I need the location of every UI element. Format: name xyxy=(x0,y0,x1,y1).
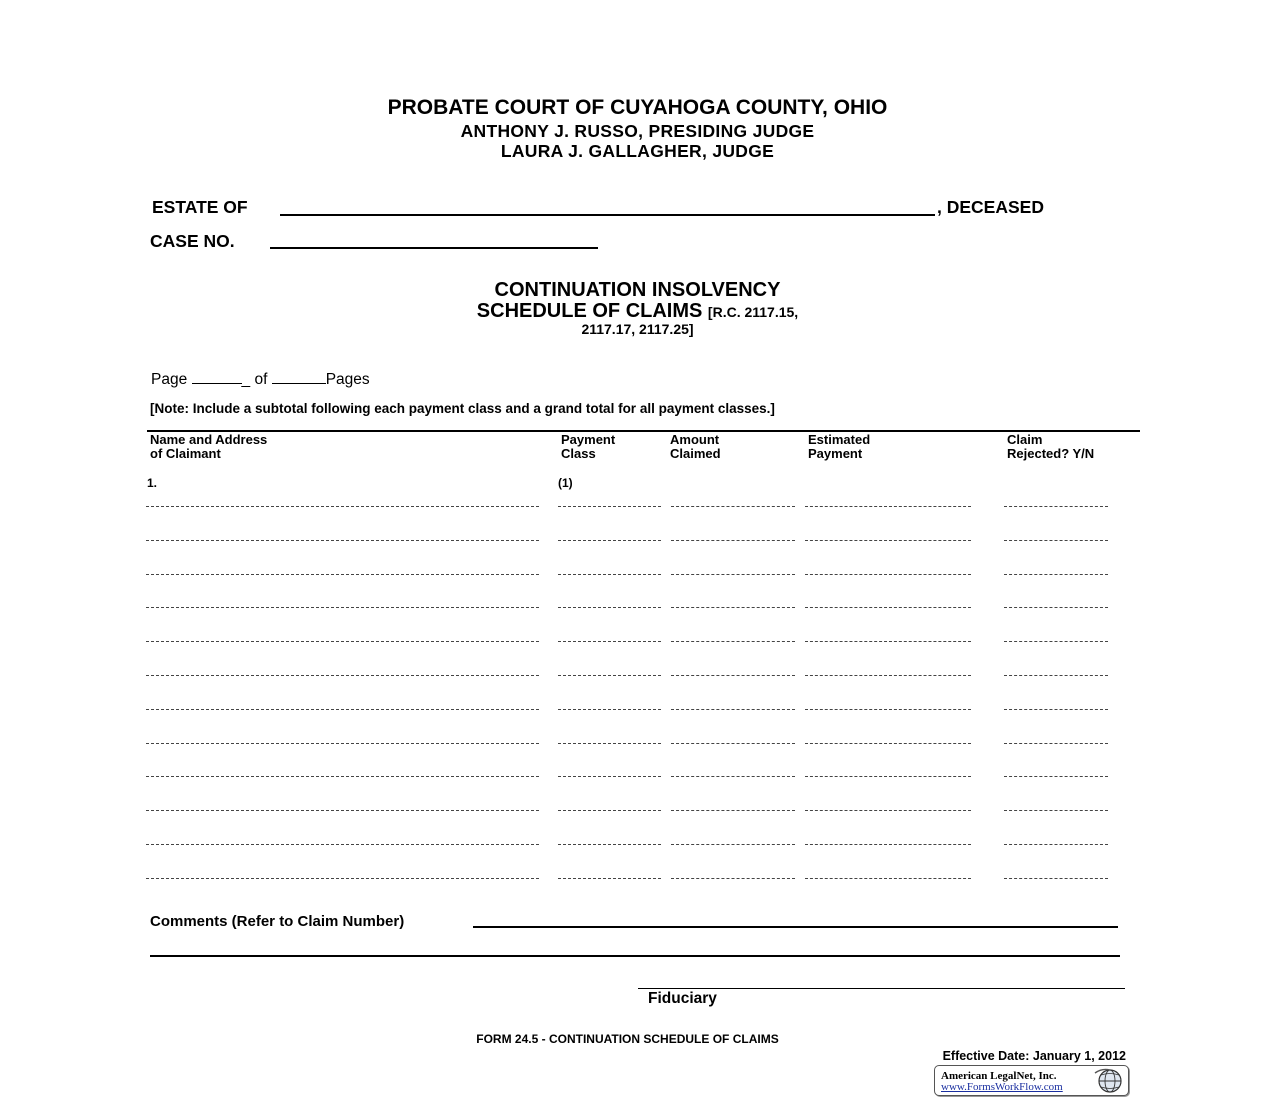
claim-rejected-field[interactable] xyxy=(1004,603,1108,608)
amount-claimed-field[interactable] xyxy=(671,603,795,608)
claimant-field[interactable] xyxy=(146,603,539,608)
claimant-field[interactable] xyxy=(146,806,539,811)
claimant-field[interactable] xyxy=(146,772,539,777)
claimant-field[interactable] xyxy=(146,739,539,744)
judge: LAURA J. GALLAGHER, JUDGE xyxy=(500,141,775,161)
amount-claimed-field[interactable] xyxy=(671,874,795,879)
amount-claimed-field[interactable] xyxy=(671,840,795,845)
amount-claimed-field[interactable] xyxy=(671,772,795,777)
claim-rejected-field[interactable] xyxy=(1004,637,1108,642)
claim-number: 1. xyxy=(147,476,158,490)
estimated-payment-field[interactable] xyxy=(805,603,971,608)
claim-rejected-field[interactable] xyxy=(1004,671,1108,676)
estimated-payment-field[interactable] xyxy=(805,806,971,811)
col-header-estimated-l1: Estimated xyxy=(808,432,871,447)
page-number-field[interactable] xyxy=(192,369,242,384)
estimated-payment-field[interactable] xyxy=(805,840,971,845)
col-header-payment-class xyxy=(561,433,615,461)
publisher-logo xyxy=(934,1065,1129,1096)
col-header-amount xyxy=(670,433,721,461)
claim-rejected-field[interactable] xyxy=(1004,772,1108,777)
claimant-field[interactable] xyxy=(146,536,539,541)
col-header-rejected-l1: Claim xyxy=(1007,432,1043,447)
form-title: CONTINUATION INSOLVENCY xyxy=(494,279,781,301)
amount-claimed-field[interactable] xyxy=(671,637,795,642)
estimated-payment-field[interactable] xyxy=(805,570,971,575)
claim-rejected-field[interactable] xyxy=(1004,502,1108,507)
claimant-field[interactable] xyxy=(146,502,539,507)
court-name: PROBATE COURT OF CUYAHOGA COUNTY, OHIO xyxy=(387,96,888,119)
claimant-field[interactable] xyxy=(146,637,539,642)
estimated-payment-field[interactable] xyxy=(805,502,971,507)
fiduciary-label: Fiduciary xyxy=(648,990,717,1007)
page-counter xyxy=(151,369,370,389)
payment-class-field[interactable] xyxy=(558,536,661,541)
case-number-field[interactable] xyxy=(270,231,598,249)
col-header-rejected xyxy=(1007,433,1094,461)
col-header-payment-class-l1: Payment xyxy=(561,432,616,447)
payment-class-field[interactable] xyxy=(558,772,661,777)
estimated-payment-field[interactable] xyxy=(805,874,971,879)
payment-class-field[interactable] xyxy=(558,739,661,744)
claim-rejected-field[interactable] xyxy=(1004,536,1108,541)
claim-rejected-field[interactable] xyxy=(1004,874,1108,879)
col-header-claimant-l1: Name and Address xyxy=(150,432,268,447)
estate-label: ESTATE OF xyxy=(152,197,248,217)
estimated-payment-field[interactable] xyxy=(805,671,971,676)
payment-class-field[interactable] xyxy=(558,840,661,845)
estimated-payment-field[interactable] xyxy=(805,536,971,541)
comments-field-line1[interactable] xyxy=(473,926,1118,928)
publisher-name: American LegalNet, Inc. xyxy=(941,1070,1057,1082)
col-header-amount-l2: Claimed xyxy=(670,446,721,461)
amount-claimed-field[interactable] xyxy=(671,739,795,744)
claimant-field[interactable] xyxy=(146,671,539,676)
table-top-rule xyxy=(147,430,1140,432)
form-name: FORM 24.5 - CONTINUATION SCHEDULE OF CLAIMS xyxy=(476,1032,779,1046)
amount-claimed-field[interactable] xyxy=(671,671,795,676)
claim-rejected-field[interactable] xyxy=(1004,739,1108,744)
statute-reference-cont: 2117.17, 2117.25] xyxy=(581,321,694,337)
col-header-estimated-payment xyxy=(808,433,870,461)
comments-field-line2[interactable] xyxy=(150,955,1120,957)
amount-claimed-field[interactable] xyxy=(671,536,795,541)
total-pages-field[interactable] xyxy=(272,369,326,384)
payment-class-number: (1) xyxy=(558,476,573,490)
comments-label: Comments (Refer to Claim Number) xyxy=(150,913,405,930)
payment-class-field[interactable] xyxy=(558,637,661,642)
payment-class-field[interactable] xyxy=(558,874,661,879)
claim-rejected-field[interactable] xyxy=(1004,840,1108,845)
col-header-claimant-l2: of Claimant xyxy=(150,446,221,461)
estimated-payment-field[interactable] xyxy=(805,705,971,710)
estate-name-field[interactable] xyxy=(280,197,935,216)
claim-rejected-field[interactable] xyxy=(1004,705,1108,710)
amount-claimed-field[interactable] xyxy=(671,705,795,710)
form-subtitle-main: SCHEDULE OF CLAIMS xyxy=(476,300,703,322)
globe-icon xyxy=(1092,1067,1126,1094)
page-underscore: _ xyxy=(241,371,251,388)
case-number-label: CASE NO. xyxy=(150,231,235,251)
estimated-payment-field[interactable] xyxy=(805,637,971,642)
presiding-judge: ANTHONY J. RUSSO, PRESIDING JUDGE xyxy=(460,121,815,141)
col-header-amount-l1: Amount xyxy=(670,432,720,447)
claimant-field[interactable] xyxy=(146,705,539,710)
claim-rejected-field[interactable] xyxy=(1004,570,1108,575)
publisher-url[interactable]: www.FormsWorkFlow.com xyxy=(941,1081,1063,1093)
page-of-label: of xyxy=(254,371,268,388)
col-header-rejected-l2: Rejected? Y/N xyxy=(1007,446,1095,461)
payment-class-field[interactable] xyxy=(558,671,661,676)
deceased-label: , DECEASED xyxy=(937,197,1044,217)
payment-class-field[interactable] xyxy=(558,806,661,811)
claimant-field[interactable] xyxy=(146,570,539,575)
payment-class-field[interactable] xyxy=(558,705,661,710)
col-header-claimant xyxy=(150,433,267,461)
amount-claimed-field[interactable] xyxy=(671,806,795,811)
claimant-field[interactable] xyxy=(146,840,539,845)
payment-class-field[interactable] xyxy=(558,603,661,608)
statute-reference: [R.C. 2117.15, xyxy=(707,304,799,320)
form-subtitle xyxy=(0,300,1275,323)
claimant-field[interactable] xyxy=(146,874,539,879)
claim-rejected-field[interactable] xyxy=(1004,806,1108,811)
effective-date: Effective Date: January 1, 2012 xyxy=(942,1049,1126,1063)
col-header-payment-class-l2: Class xyxy=(561,446,596,461)
estimated-payment-field[interactable] xyxy=(805,772,971,777)
fiduciary-signature-line[interactable] xyxy=(638,988,1125,989)
page-label: Page xyxy=(151,371,188,388)
payment-class-field[interactable] xyxy=(558,570,661,575)
amount-claimed-field[interactable] xyxy=(671,570,795,575)
subtotal-note: [Note: Include a subtotal following each payment class and a grand total for all payment classes.] xyxy=(150,401,775,416)
estimated-payment-field[interactable] xyxy=(805,739,971,744)
amount-claimed-field[interactable] xyxy=(671,502,795,507)
pages-label: Pages xyxy=(325,371,370,388)
col-header-estimated-l2: Payment xyxy=(808,446,863,461)
payment-class-field[interactable] xyxy=(558,502,661,507)
